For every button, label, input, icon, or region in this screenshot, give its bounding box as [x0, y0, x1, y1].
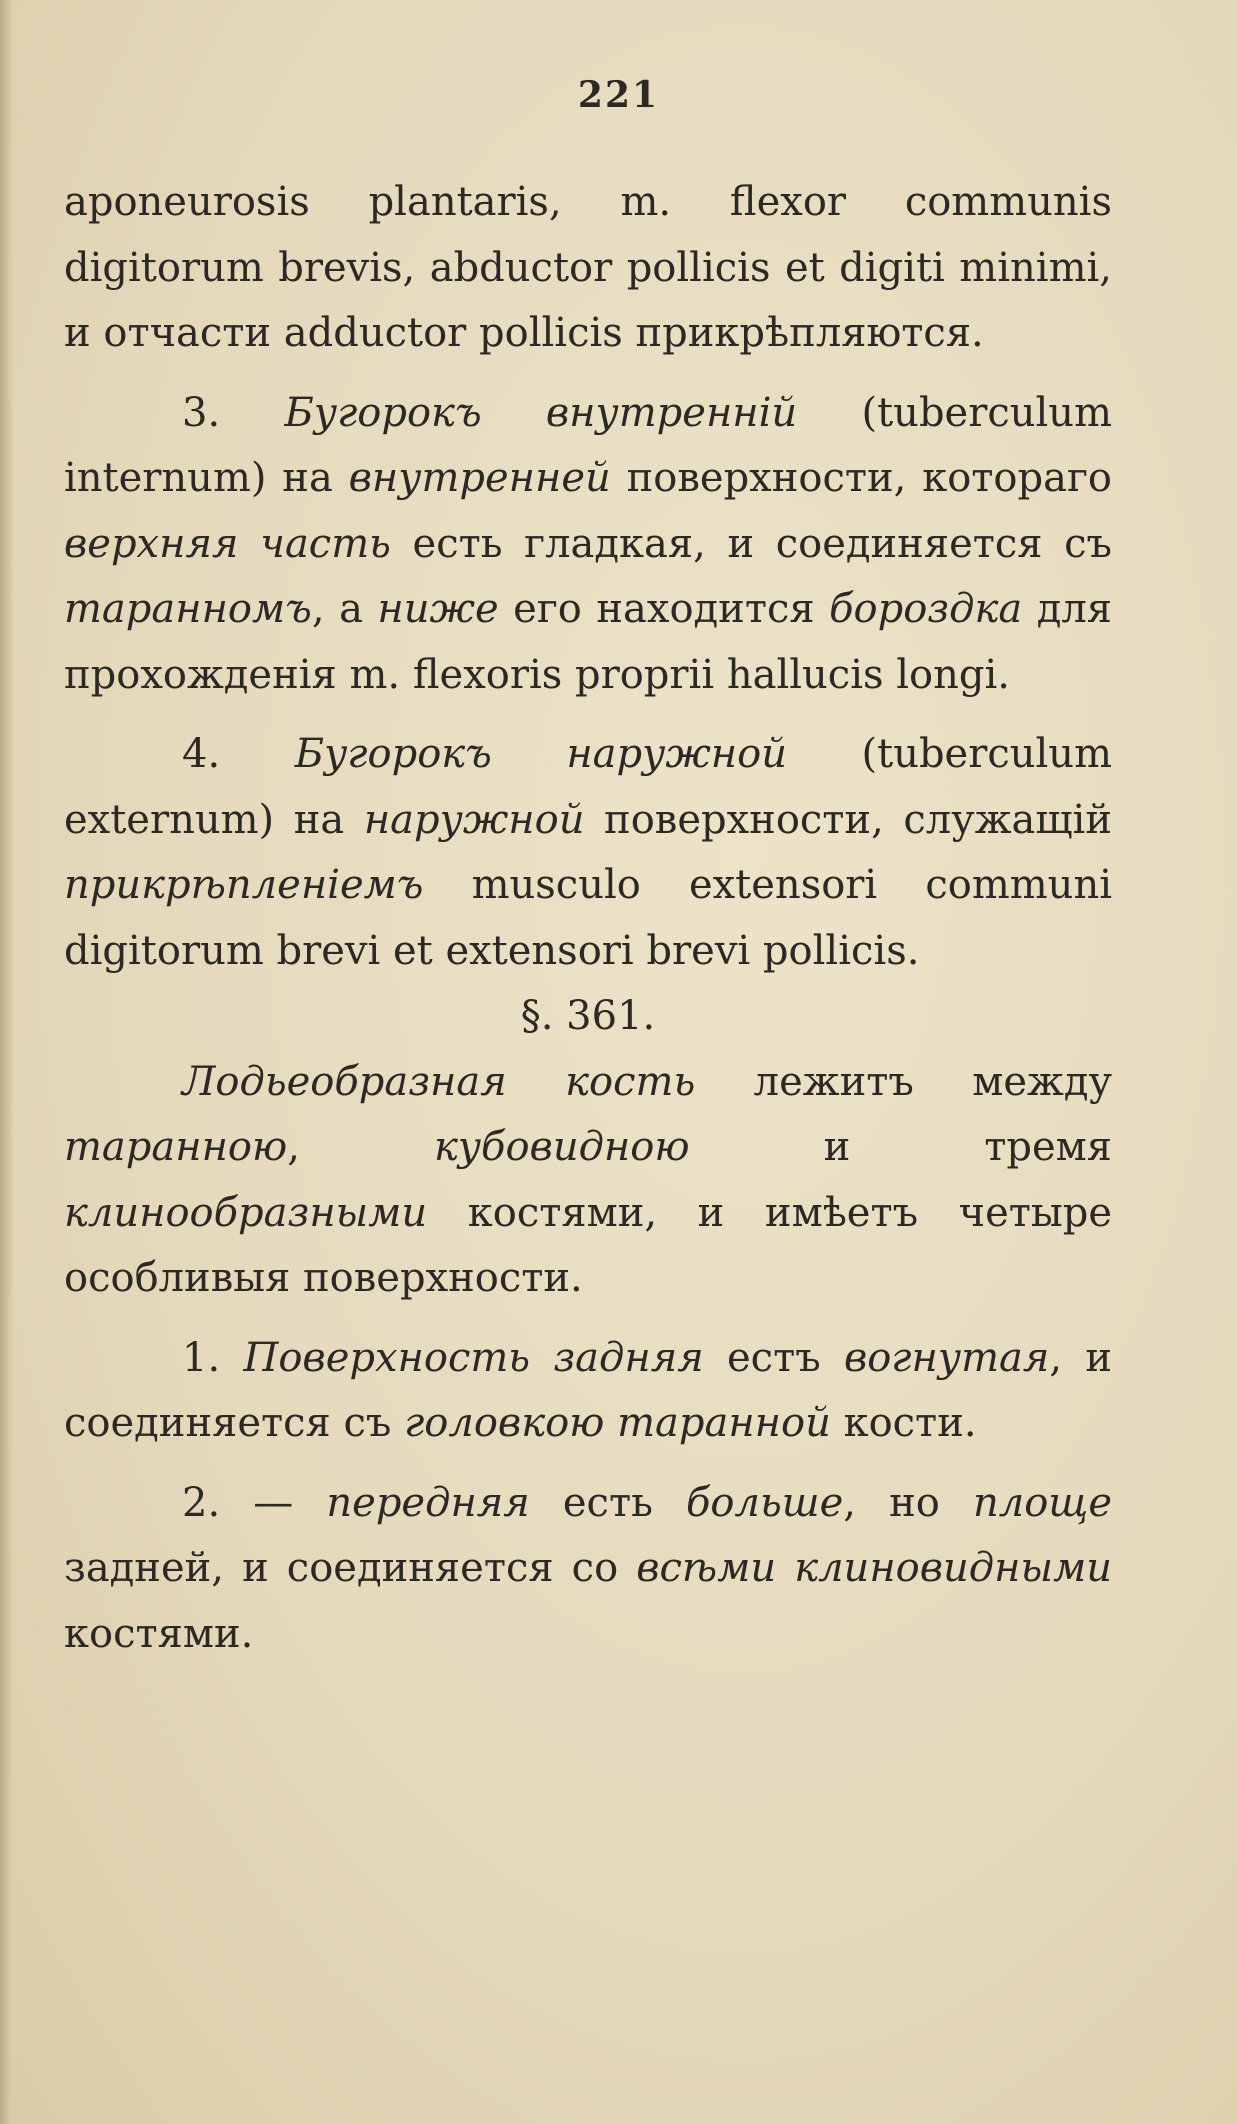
text-run: aponeurosis plantaris, m. flexor communis digitorum brevis, abductor pollicis et digiti minimi, и отчасти adductor pollicis прикрѣпляются.: [64, 179, 1112, 356]
italic-term: внутренней: [348, 455, 611, 501]
paragraph-2: [64, 381, 1112, 709]
italic-term: передняя: [326, 1479, 530, 1526]
text-run: поверхности, служащій: [584, 796, 1113, 843]
section-heading: [64, 984, 1112, 1050]
text-run: (tuberculum externum) на: [64, 731, 1112, 843]
text-run: естъ: [703, 1334, 844, 1381]
page-spine-shadow: [0, 0, 14, 2124]
text-run: 1.: [182, 1334, 244, 1381]
italic-term: Бугорокъ наружной: [294, 731, 787, 777]
italic-term: площе: [972, 1479, 1113, 1526]
page-number: 221: [577, 74, 660, 116]
text-run: его находится: [498, 586, 830, 632]
italic-term: бороздка: [829, 586, 1023, 632]
text-run: и тремя: [689, 1124, 1112, 1170]
text-run: для прохожденія m. flexoris proprii hallucis longi.: [64, 586, 1112, 698]
italic-term: всѣми клиновидными: [636, 1545, 1112, 1591]
text-run: , и соединяется съ: [64, 1334, 1112, 1446]
italic-term: Поверхность задняя: [243, 1334, 704, 1381]
text-run: поверхности, котораго: [610, 455, 1112, 501]
italic-term: ниже: [377, 586, 499, 632]
italic-term: прикрѣпленіемъ: [64, 862, 424, 908]
italic-term: таранною: [64, 1124, 288, 1170]
italic-term: клинообразными: [64, 1189, 428, 1236]
text-run: 2. —: [182, 1479, 327, 1526]
paragraph-1: [64, 170, 1112, 367]
text-run: 3.: [182, 389, 285, 436]
paragraph-5: [64, 1326, 1112, 1457]
body-text: [64, 170, 1112, 1667]
italic-term: головкою таранной: [404, 1400, 831, 1446]
text-run: лежитъ между: [695, 1058, 1112, 1105]
italic-term: Лодьеобразная кость: [182, 1058, 696, 1105]
text-run: ,: [287, 1124, 434, 1170]
italic-term: таранномъ: [64, 586, 312, 632]
text-run: musculo extensori communi digitorum brevi et extensori brevi pollicis.: [64, 862, 1112, 974]
italic-term: вогнутая: [843, 1334, 1050, 1381]
paragraph-4: [64, 1050, 1112, 1312]
text-run: , а: [311, 586, 378, 632]
text-run: есть: [529, 1479, 686, 1526]
text-run: 4.: [182, 731, 295, 777]
text-run: (tuberculum internum) на: [64, 389, 1112, 501]
italic-term: Бугорокъ внутренній: [284, 389, 798, 436]
text-run: кости.: [830, 1400, 977, 1446]
text-run: есть гладкая, и соединяется съ: [390, 520, 1113, 567]
text-run: , но: [843, 1479, 973, 1526]
paragraph-6: [64, 1471, 1112, 1668]
italic-term: верхняя часть: [64, 520, 391, 567]
text-run: костями.: [64, 1610, 254, 1657]
text-run: задней, и соединяется со: [64, 1545, 637, 1591]
italic-term: больше: [685, 1479, 844, 1526]
paragraph-3: [64, 722, 1112, 984]
text-run: костями, и имѣетъ четыре особливыя поверхности.: [64, 1189, 1112, 1301]
italic-term: наружной: [363, 796, 585, 843]
italic-term: кубовидною: [433, 1124, 690, 1170]
text-run: §. 361.: [520, 993, 656, 1039]
